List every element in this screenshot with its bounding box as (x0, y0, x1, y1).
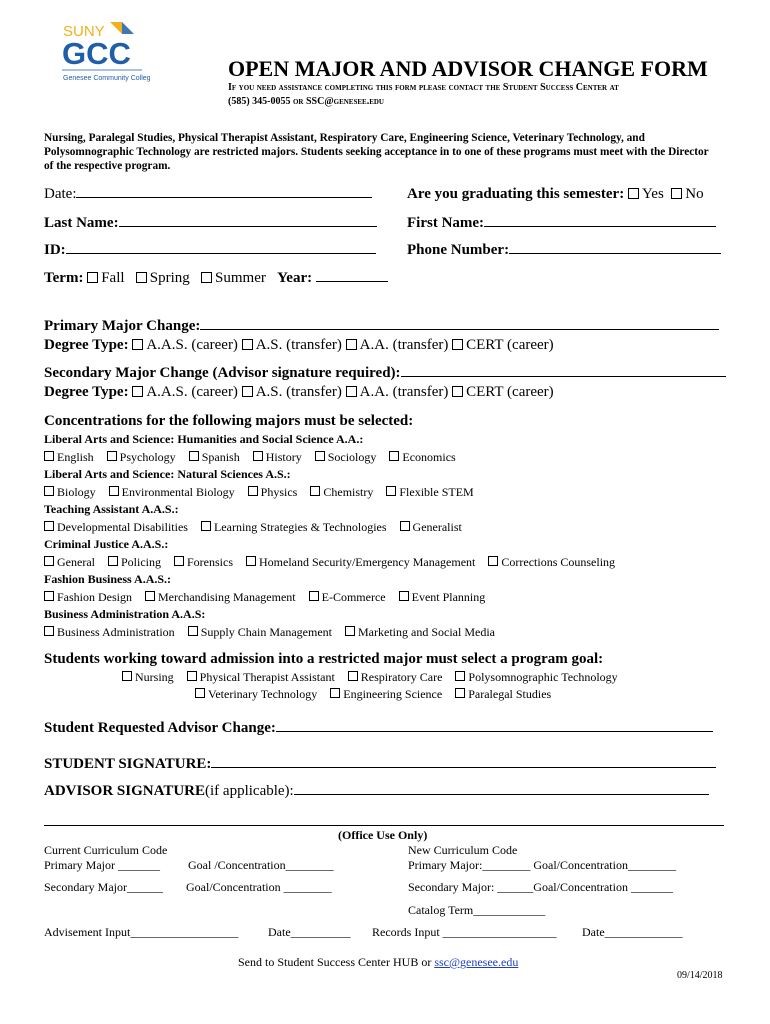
advisement-input-field: Advisement Input__________________ (44, 925, 239, 939)
general-label: General (57, 555, 95, 569)
secondary-degree-label: Degree Type: (44, 384, 129, 400)
secondary-aas-checkbox[interactable] (132, 386, 143, 397)
fashion-design-label: Fashion Design (57, 590, 132, 604)
advisor-signature-label: ADVISOR SIGNATURE (44, 783, 206, 799)
spanish-checkbox[interactable] (189, 451, 199, 461)
primary-aas-label: A.A.S. (career) (146, 337, 238, 353)
spring-checkbox[interactable] (136, 272, 147, 283)
first-name-input[interactable] (484, 225, 716, 227)
fashion-design-checkbox[interactable] (44, 591, 54, 601)
ecommerce-label: E-Commerce (321, 590, 386, 604)
lib-nat-options (44, 485, 484, 500)
advisor-signature-note: (if applicable): (205, 783, 294, 799)
last-name-input[interactable] (119, 225, 377, 227)
vet-tech-checkbox[interactable] (195, 688, 205, 698)
business-title: Business Administration A.A.S: (44, 607, 206, 621)
summer-label: Summer (215, 270, 266, 286)
date-1-field: Date__________ (268, 925, 351, 939)
general-checkbox[interactable] (44, 556, 54, 566)
forensics-checkbox[interactable] (174, 556, 184, 566)
footer-email-link[interactable]: ssc@genesee.edu (434, 955, 519, 969)
id-input[interactable] (66, 252, 376, 254)
graduating-label: Are you graduating this semester: (407, 186, 625, 202)
generalist-label: Generalist (412, 520, 462, 534)
term-row (44, 270, 388, 287)
first-name-label: First Name: (407, 215, 485, 231)
primary-major-field: Primary Major _______ (44, 858, 160, 872)
primary-as-checkbox[interactable] (242, 339, 253, 350)
date-input[interactable] (76, 196, 372, 198)
nursing-checkbox[interactable] (122, 671, 132, 681)
last-name-row (44, 215, 377, 232)
supply-chain-label: Supply Chain Management (200, 625, 333, 639)
polysomnographic-checkbox[interactable] (455, 671, 465, 681)
assist-line-2: (585) 345-0055 or SSC@genesee.edu (228, 96, 384, 107)
business-admin-checkbox[interactable] (44, 626, 54, 636)
forensics-label: Forensics (187, 555, 233, 569)
flexible-stem-label: Flexible STEM (399, 485, 474, 499)
secondary-cert-checkbox[interactable] (452, 386, 463, 397)
logo-main-text: GCC (62, 36, 131, 71)
primary-aas-checkbox[interactable] (132, 339, 143, 350)
respiratory-care-checkbox[interactable] (348, 671, 358, 681)
new-primary-field: Primary Major:________ Goal/Concentration________ (408, 858, 676, 872)
advisor-change-label: Student Requested Advisor Change: (44, 720, 276, 736)
concentrations-heading: Concentrations for the following majors must be selected: (44, 413, 414, 429)
student-signature-row (44, 756, 716, 773)
primary-major-label: Primary Major Change: (44, 318, 201, 334)
physics-checkbox[interactable] (248, 486, 258, 496)
primary-major-input[interactable] (200, 328, 719, 330)
secondary-aa-label: A.A. (transfer) (359, 384, 449, 400)
business-options (44, 625, 505, 640)
id-label: ID: (44, 242, 66, 258)
new-secondary-field: Secondary Major: ______Goal/Concentration _______ (408, 880, 673, 894)
graduating-row (407, 186, 704, 203)
primary-cert-label: CERT (career) (466, 337, 554, 353)
chemistry-label: Chemistry (323, 485, 374, 499)
phone-row (407, 242, 721, 259)
psychology-checkbox[interactable] (107, 451, 117, 461)
logo-top-text: SUNY (63, 23, 105, 40)
first-name-row (407, 215, 716, 232)
merchandising-checkbox[interactable] (145, 591, 155, 601)
new-code-label: New Curriculum Code (408, 843, 518, 857)
advisor-change-input[interactable] (276, 730, 713, 732)
physics-label: Physics (260, 485, 298, 499)
logo-sub-text: Genesee Community College (63, 75, 150, 82)
primary-degree-row (44, 337, 554, 354)
policing-label: Policing (120, 555, 161, 569)
chemistry-checkbox[interactable] (310, 486, 320, 496)
economics-checkbox[interactable] (389, 451, 399, 461)
spring-label: Spring (149, 270, 190, 286)
event-planning-label: Event Planning (411, 590, 486, 604)
primary-as-label: A.S. (transfer) (255, 337, 342, 353)
learning-strategies-label: Learning Strategies & Technologies (213, 520, 387, 534)
sociology-label: Sociology (327, 450, 377, 464)
office-divider (44, 825, 724, 826)
teaching-options (44, 520, 472, 535)
ecommerce-checkbox[interactable] (309, 591, 319, 601)
paralegal-label: Paralegal Studies (468, 687, 552, 701)
business-admin-label: Business Administration (57, 625, 175, 639)
learning-strategies-checkbox[interactable] (201, 521, 211, 531)
catalog-term-field: Catalog Term____________ (408, 903, 546, 917)
student-signature-label: STUDENT SIGNATURE: (44, 756, 212, 772)
primary-major-row (44, 318, 719, 335)
assist-line-1: If you need assistance completing this form please contact the Student Success Center at (228, 82, 619, 93)
office-title: (Office Use Only) (338, 828, 428, 842)
phone-input[interactable] (509, 252, 721, 254)
lib-hum-options (44, 450, 466, 465)
event-planning-checkbox[interactable] (399, 591, 409, 601)
current-code-label: Current Curriculum Code (44, 843, 168, 857)
vet-tech-label: Veterinary Technology (208, 687, 318, 701)
fashion-title: Fashion Business A.A.S.: (44, 572, 172, 586)
student-signature-input[interactable] (211, 766, 716, 768)
spanish-label: Spanish (201, 450, 240, 464)
nursing-label: Nursing (135, 670, 174, 684)
summer-checkbox[interactable] (201, 272, 212, 283)
footer-send-text: Send to Student Success Center HUB or (238, 955, 435, 969)
marketing-social-checkbox[interactable] (345, 626, 355, 636)
restricted-row-1 (122, 670, 628, 685)
pta-label: Physical Therapist Assistant (199, 670, 335, 684)
lib-nat-title: Liberal Arts and Science: Natural Sciences A.S.: (44, 467, 291, 481)
restricted-heading: Students working toward admission into a restricted major must select a program goal: (44, 651, 604, 667)
no-label: No (685, 186, 704, 202)
advisor-signature-input[interactable] (294, 793, 709, 795)
secondary-aas-label: A.A.S. (career) (146, 384, 238, 400)
engineering-science-label: Engineering Science (343, 687, 443, 701)
developmental-disabilities-label: Developmental Disabilities (57, 520, 188, 534)
history-checkbox[interactable] (253, 451, 263, 461)
records-input-field: Records Input ___________________ (372, 925, 557, 939)
criminal-justice-options (44, 555, 625, 570)
environmental-biology-checkbox[interactable] (109, 486, 119, 496)
primary-degree-label: Degree Type: (44, 337, 129, 353)
paralegal-checkbox[interactable] (455, 688, 465, 698)
form-title: OPEN MAJOR AND ADVISOR CHANGE FORM (228, 56, 708, 81)
advisor-change-row (44, 720, 713, 737)
teaching-title: Teaching Assistant A.A.S.: (44, 502, 179, 516)
date-label: Date: (44, 186, 77, 202)
secondary-cert-label: CERT (career) (466, 384, 554, 400)
secondary-major-label: Secondary Major Change (Advisor signature required): (44, 365, 401, 381)
economics-label: Economics (402, 450, 456, 464)
date-row (44, 186, 372, 203)
homeland-security-checkbox[interactable] (246, 556, 256, 566)
suny-gcc-logo-icon (50, 18, 150, 86)
restricted-notice-3: of the respective program. (44, 160, 171, 172)
respiratory-care-label: Respiratory Care (360, 670, 443, 684)
primary-aa-label: A.A. (transfer) (359, 337, 449, 353)
primary-aa-checkbox[interactable] (346, 339, 357, 350)
secondary-major-input[interactable] (401, 375, 726, 377)
secondary-degree-row (44, 384, 554, 401)
supply-chain-checkbox[interactable] (188, 626, 198, 636)
restricted-row-2 (195, 687, 561, 702)
engineering-science-checkbox[interactable] (330, 688, 340, 698)
developmental-disabilities-checkbox[interactable] (44, 521, 54, 531)
secondary-aa-checkbox[interactable] (346, 386, 357, 397)
date-2-field: Date_____________ (582, 925, 683, 939)
id-row (44, 242, 376, 259)
goal-concentration-2-field: Goal/Concentration ________ (186, 880, 332, 894)
biology-label: Biology (57, 485, 96, 499)
merchandising-label: Merchandising Management (158, 590, 296, 604)
biology-checkbox[interactable] (44, 486, 54, 496)
lib-hum-title: Liberal Arts and Science: Humanities and Social Science A.A.: (44, 432, 364, 446)
psychology-label: Psychology (119, 450, 176, 464)
english-label: English (57, 450, 94, 464)
generalist-checkbox[interactable] (400, 521, 410, 531)
secondary-as-label: A.S. (transfer) (255, 384, 342, 400)
flexible-stem-checkbox[interactable] (386, 486, 396, 496)
restricted-notice-1: Nursing, Paralegal Studies, Physical Therapist Assistant, Respiratory Care, Engineering Science, Veterinary Technology, and (44, 132, 645, 144)
year-label: Year: (277, 270, 313, 286)
advisor-signature-row (44, 783, 709, 800)
footer-send (238, 955, 518, 970)
yes-checkbox[interactable] (628, 188, 639, 199)
corrections-counseling-label: Corrections Counseling (501, 555, 616, 569)
yes-label: Yes (641, 186, 664, 202)
year-input[interactable] (316, 280, 388, 282)
policing-checkbox[interactable] (108, 556, 118, 566)
logo (50, 18, 150, 86)
pta-checkbox[interactable] (187, 671, 197, 681)
term-label: Term: (44, 270, 84, 286)
english-checkbox[interactable] (44, 451, 54, 461)
goal-concentration-field: Goal /Concentration________ (188, 858, 334, 872)
homeland-security-label: Homeland Security/Emergency Management (259, 555, 476, 569)
restricted-notice-2: Polysomnographic Technology are restricted majors. Students seeking acceptance in to one of these programs must meet with the Director (44, 146, 709, 158)
fashion-options (44, 590, 495, 605)
footer-date: 09/14/2018 (677, 970, 723, 981)
corrections-counseling-checkbox[interactable] (488, 556, 498, 566)
criminal-justice-title: Criminal Justice A.A.S.: (44, 537, 169, 551)
history-label: History (265, 450, 302, 464)
last-name-label: Last Name: (44, 215, 119, 231)
environmental-biology-label: Environmental Biology (121, 485, 235, 499)
secondary-major-row (44, 365, 726, 382)
secondary-as-checkbox[interactable] (242, 386, 253, 397)
marketing-social-label: Marketing and Social Media (358, 625, 495, 639)
no-checkbox[interactable] (671, 188, 682, 199)
fall-checkbox[interactable] (87, 272, 98, 283)
sociology-checkbox[interactable] (315, 451, 325, 461)
polysomnographic-label: Polysomnographic Technology (468, 670, 618, 684)
phone-label: Phone Number: (407, 242, 510, 258)
primary-cert-checkbox[interactable] (452, 339, 463, 350)
secondary-major-field: Secondary Major______ (44, 880, 163, 894)
fall-label: Fall (101, 270, 125, 286)
